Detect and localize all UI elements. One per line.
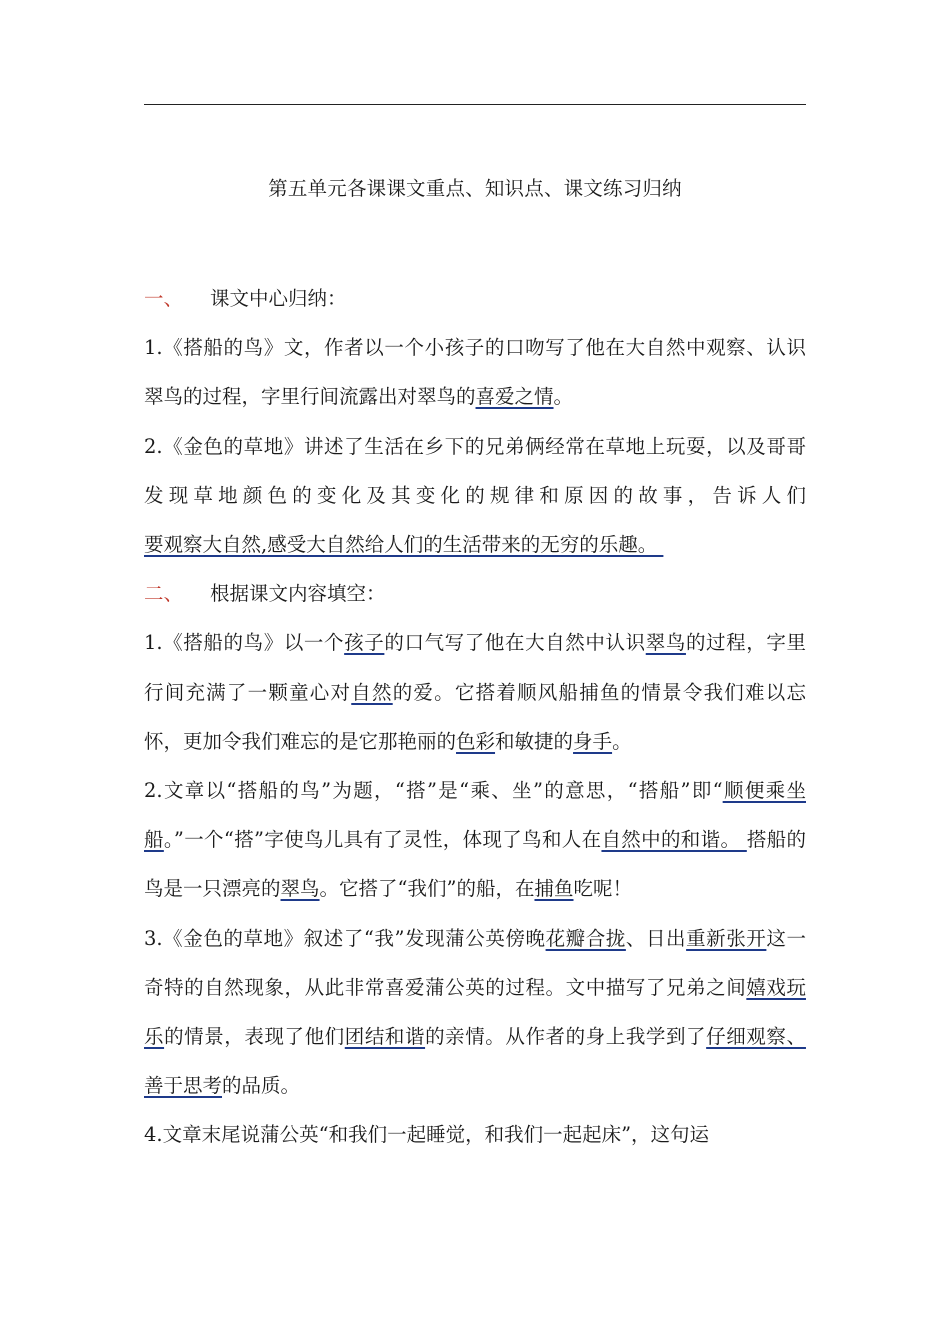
text: 搭船的鸟是一只漂亮的 (144, 828, 806, 901)
text: 的过程，字里行间充满了一颗童心对 (144, 631, 806, 704)
text: 1.《搭船的鸟》以一个 (144, 631, 345, 655)
underlined-answer: 花瓣合拢 (545, 926, 626, 950)
section-number: 一、 (144, 287, 184, 310)
paragraph (144, 766, 806, 914)
text: 这一奇特的自然现象，从此非常喜爱蒲公英的过程。文中描写了兄弟之间 (144, 926, 806, 999)
text: 2.《金色的草地》讲述了生活在乡下的兄弟俩经常在草地上玩耍，以及哥哥发现草地颜色的变化及其变化的规律和原因的故事，告诉人们 (144, 434, 806, 507)
paragraph (144, 1110, 806, 1159)
text: 、日出 (625, 926, 687, 950)
text: 3.《金色的草地》叙述了“我”发现蒲公英傍晚 (144, 926, 546, 950)
underlined-answer: 翠鸟 (280, 877, 320, 901)
text: 。它搭了“我们”的船，在 (319, 877, 535, 901)
text: 。 (612, 729, 632, 753)
page-title: 第五单元各课课文重点、知识点、课文练习归纳 (268, 177, 682, 200)
underlined-answer: 孩子 (344, 631, 385, 655)
underlined-answer: 身手 (573, 729, 613, 753)
text: 2.文章以“搭船的鸟”为题，“搭”是“乘、坐”的意思，“搭船”即“ (144, 779, 723, 803)
paragraph (144, 323, 806, 421)
underlined-answer: 嬉戏玩乐 (144, 975, 806, 1049)
paragraph (144, 618, 806, 766)
text: 的口气写了他在大自然中认识 (384, 631, 646, 655)
paragraph (144, 422, 806, 570)
text: 吃呢！ (573, 877, 633, 901)
document-body (144, 274, 806, 1160)
underlined-answer: 团结和谐 (344, 1025, 426, 1049)
text: 1.《搭船的鸟》文，作者以一个小孩子的口吻写了他在大自然中观察、认识翠鸟的过程，字里行间流露出对翠鸟的 (144, 336, 806, 409)
text: 4.文章末尾说蒲公英“和我们一起睡觉，和我们一起起床”，这句运 (144, 1123, 710, 1147)
text: 。 (553, 385, 574, 409)
underlined-answer: 自然 (351, 680, 393, 704)
header-rule (144, 104, 806, 105)
section-2-heading (144, 569, 806, 618)
section-heading-text: 根据课文内容填空： (210, 582, 386, 606)
underlined-answer: 仔细观察、善于思考 (144, 1025, 806, 1098)
paragraph (144, 914, 806, 1111)
underlined-answer: 捕鱼 (534, 877, 574, 901)
underlined-answer: 翠鸟 (645, 631, 686, 655)
underlined-answer: 要观察大自然,感受大自然给人们的生活带来的无穷的乐趣。 (144, 533, 664, 557)
section-heading-text: 课文中心归纳： (210, 287, 347, 310)
text: 的亲情。从作者的身上我学到了 (425, 1025, 707, 1049)
underlined-answer: 色彩 (456, 729, 496, 753)
text: 的爱。它搭着顺风船捕鱼的情景令我们难以忘怀，更加令我们难忘的是它那艳丽的 (144, 680, 806, 753)
underlined-answer: 顺便乘坐船 (144, 779, 806, 852)
underlined-answer: 重新张开 (686, 926, 767, 950)
underlined-answer: 自然中的和谐。 (601, 828, 747, 852)
text: 。”一个“搭”字使鸟儿具有了灵性，体现了鸟和人在 (163, 828, 602, 852)
underlined-answer: 喜爱之情 (475, 385, 554, 409)
text: 和敏捷的 (495, 729, 574, 753)
text: 的情景，表现了他们 (164, 1025, 345, 1049)
section-1-heading (144, 274, 806, 323)
text: 的品质。 (222, 1074, 301, 1098)
section-number: 二、 (144, 582, 184, 606)
